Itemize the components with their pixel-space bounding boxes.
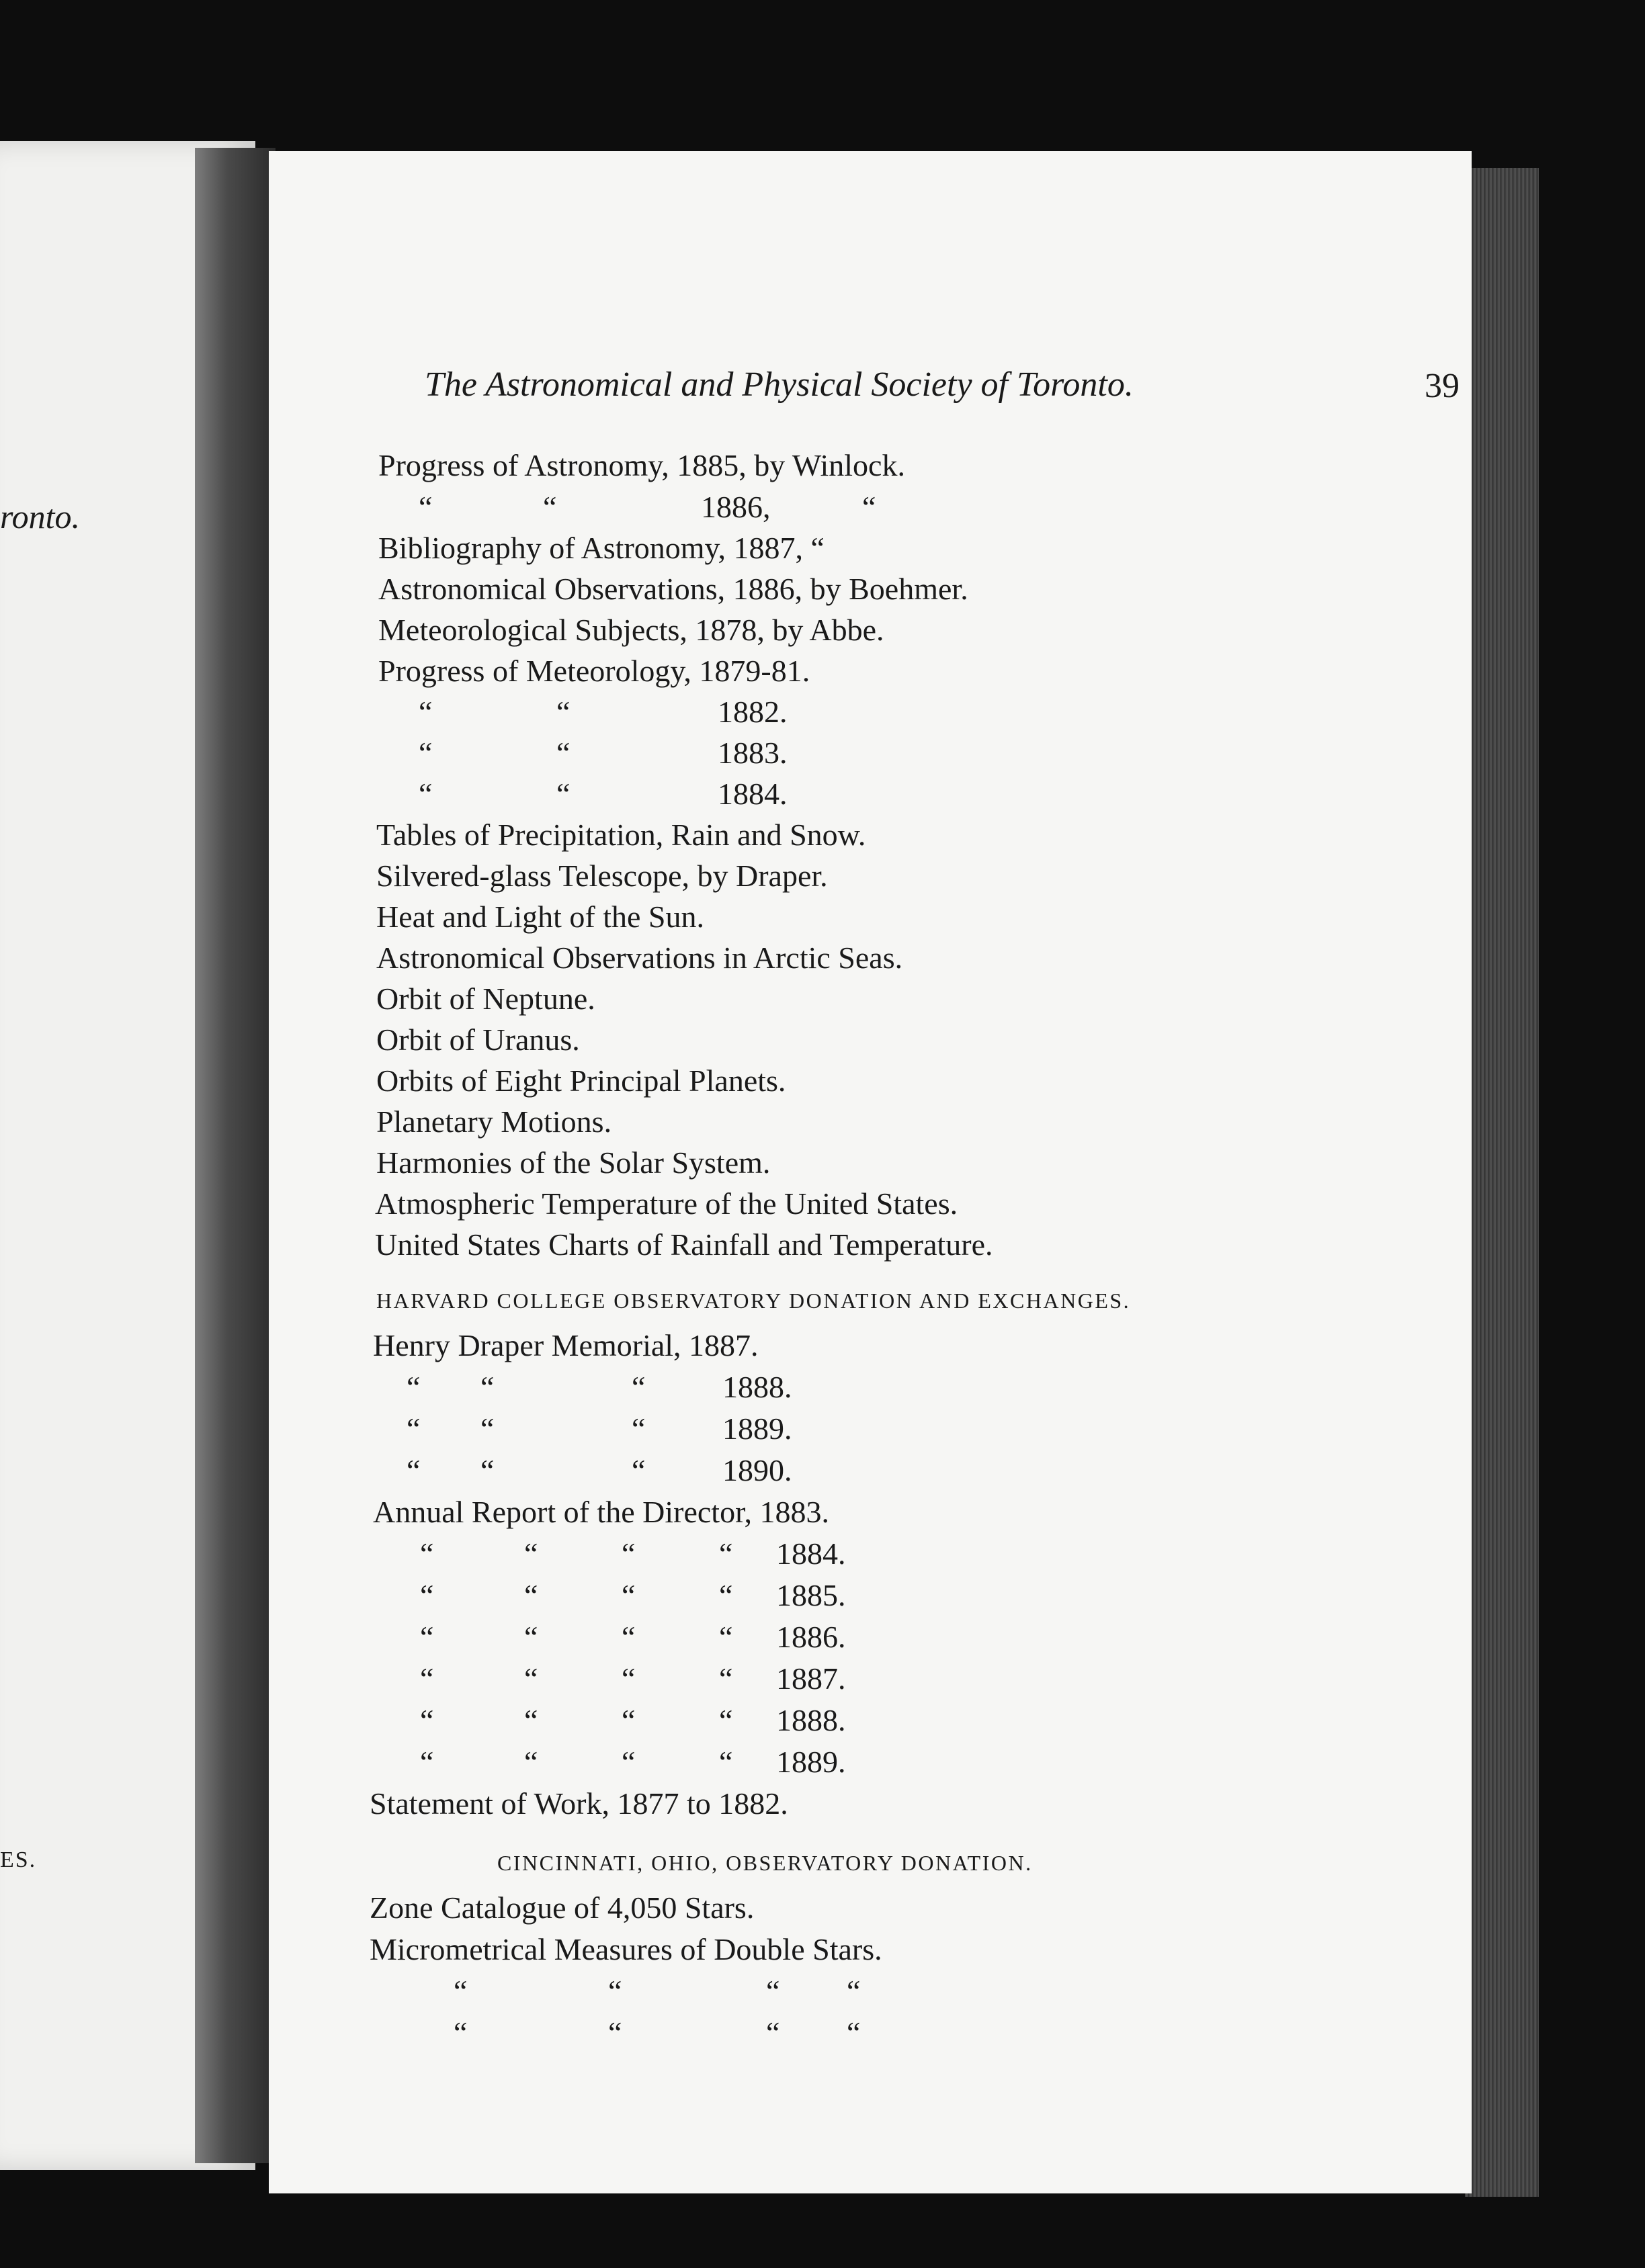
list-item: Bibliography of Astronomy, 1887, “ — [378, 531, 825, 565]
ditto-mark: “ — [420, 1703, 434, 1737]
book-gutter — [195, 148, 276, 2163]
list-item: Silvered-glass Telescope, by Draper. — [376, 859, 828, 893]
ditto-mark: “ — [524, 1620, 538, 1654]
list-item: Progress of Astronomy, 1885, by Winlock. — [378, 448, 905, 482]
ditto-mark: “ — [419, 736, 433, 770]
ditto-year: 1887. — [776, 1661, 846, 1696]
ditto-mark: “ — [480, 1411, 495, 1446]
running-head — [425, 365, 1460, 419]
ditto-mark: “ — [420, 1620, 434, 1654]
ditto-mark: “ — [419, 490, 433, 524]
ditto-mark: “ — [556, 736, 571, 770]
ditto-mark: “ — [622, 1536, 636, 1571]
ditto-mark: “ — [543, 490, 557, 524]
list-item: Orbit of Uranus. — [376, 1022, 580, 1057]
list-item: Micrometrical Measures of Double Stars. — [370, 1932, 882, 1966]
list-item: Meteorological Subjects, 1878, by Abbe. — [378, 613, 884, 647]
ditto-year: 1889. — [722, 1411, 792, 1446]
book-page — [269, 151, 1472, 2193]
list-item: Tables of Precipitation, Rain and Snow. — [376, 818, 866, 852]
ditto-year: 1885. — [776, 1578, 846, 1612]
ditto-mark: “ — [420, 1536, 434, 1571]
ditto-mark: “ — [524, 1578, 538, 1612]
ditto-mark: “ — [632, 1453, 646, 1487]
ditto-mark: “ — [719, 1578, 733, 1612]
ditto-mark: “ — [622, 1661, 636, 1696]
ditto-mark: “ — [407, 1453, 421, 1487]
ditto-mark: “ — [524, 1745, 538, 1779]
section-heading-cincinnati: CINCINNATI, OHIO, OBSERVATORY DONATION. — [497, 1851, 1033, 1875]
ditto-year: 1883. — [718, 736, 788, 770]
ditto-mark: “ — [622, 1578, 636, 1612]
list-item: Orbits of Eight Principal Planets. — [376, 1063, 786, 1098]
ditto-mark: “ — [480, 1370, 495, 1404]
list-item: United States Charts of Rainfall and Temperature. — [375, 1227, 993, 1262]
ditto-mark: “ — [719, 1661, 733, 1696]
ditto-mark: “ — [719, 1745, 733, 1779]
running-title: The Astronomical and Physical Society of Toronto. — [425, 365, 1134, 404]
ditto-mark: “ — [622, 1620, 636, 1654]
ditto-mark: “ — [454, 2015, 468, 2050]
ditto-year: 1886, — [701, 490, 771, 524]
ditto-mark: “ — [719, 1620, 733, 1654]
list-item: Planetary Motions. — [376, 1104, 612, 1139]
ditto-mark: “ — [862, 490, 876, 524]
list-item: Statement of Work, 1877 to 1882. — [370, 1786, 788, 1821]
page-number: 39 — [1425, 367, 1460, 405]
facing-page-heading-fragment: ES. — [0, 1847, 37, 1872]
ditto-mark: “ — [419, 777, 433, 811]
ditto-mark: “ — [556, 695, 571, 729]
ditto-mark: “ — [420, 1661, 434, 1696]
ditto-mark: “ — [608, 1974, 622, 2008]
page-edges — [1465, 168, 1539, 2197]
ditto-year: 1882. — [718, 695, 788, 729]
ditto-mark: “ — [632, 1411, 646, 1446]
ditto-mark: “ — [622, 1745, 636, 1779]
ditto-mark: “ — [524, 1661, 538, 1696]
ditto-mark: “ — [556, 777, 571, 811]
list-item: Harmonies of the Solar System. — [376, 1145, 771, 1180]
list-item: Henry Draper Memorial, 1887. — [373, 1328, 759, 1362]
ditto-year: 1888. — [722, 1370, 792, 1404]
ditto-mark: “ — [608, 2015, 622, 2050]
ditto-mark: “ — [407, 1370, 421, 1404]
list-item: Heat and Light of the Sun. — [376, 900, 705, 934]
list-item: Zone Catalogue of 4,050 Stars. — [370, 1890, 755, 1925]
ditto-mark: “ — [420, 1745, 434, 1779]
ditto-year: 1889. — [776, 1745, 846, 1779]
ditto-mark: “ — [847, 2015, 861, 2050]
ditto-mark: “ — [719, 1703, 733, 1737]
list-item: Atmospheric Temperature of the United States. — [375, 1186, 958, 1221]
ditto-mark: “ — [419, 695, 433, 729]
ditto-year: 1888. — [776, 1703, 846, 1737]
ditto-mark: “ — [480, 1453, 495, 1487]
ditto-mark: “ — [407, 1411, 421, 1446]
ditto-mark: “ — [847, 1974, 861, 2008]
ditto-year: 1884. — [718, 777, 788, 811]
ditto-mark: “ — [524, 1536, 538, 1571]
ditto-mark: “ — [719, 1536, 733, 1571]
ditto-year: 1886. — [776, 1620, 846, 1654]
ditto-year: 1884. — [776, 1536, 846, 1571]
facing-page-running-head-fragment: ronto. — [0, 498, 80, 535]
list-item: Annual Report of the Director, 1883. — [373, 1495, 830, 1529]
ditto-mark: “ — [766, 2015, 780, 2050]
ditto-mark: “ — [766, 1974, 780, 2008]
ditto-mark: “ — [632, 1370, 646, 1404]
ditto-mark: “ — [454, 1974, 468, 2008]
ditto-mark: “ — [420, 1578, 434, 1612]
ditto-mark: “ — [524, 1703, 538, 1737]
section-heading-harvard: HARVARD COLLEGE OBSERVATORY DONATION AND EXCHANGES. — [376, 1289, 1131, 1313]
list-item: Astronomical Observations, 1886, by Boehmer. — [378, 572, 968, 606]
list-item: Astronomical Observations in Arctic Seas. — [376, 941, 903, 975]
list-item: Progress of Meteorology, 1879-81. — [378, 654, 810, 688]
ditto-mark: “ — [622, 1703, 636, 1737]
ditto-year: 1890. — [722, 1453, 792, 1487]
list-item: Orbit of Neptune. — [376, 982, 595, 1016]
